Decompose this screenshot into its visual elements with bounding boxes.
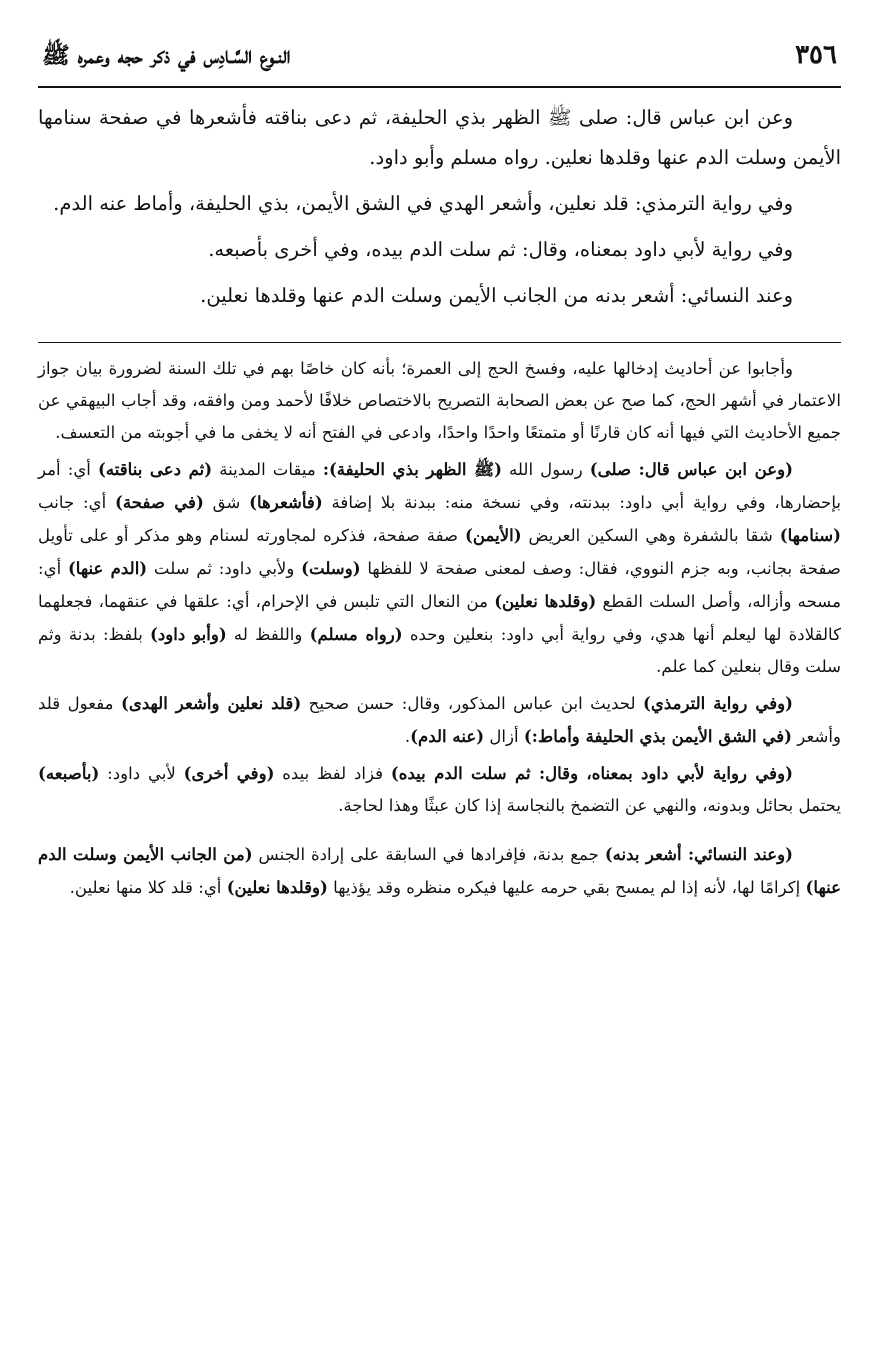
explanation-text: بلفظ: بدنة وثم سلت وقال بنعلين كما علم.	[38, 625, 841, 676]
explanation-text: أي: جانب	[38, 493, 115, 512]
explanation-text: لحديث ابن عباس المذكور، وقال: حسن صحيح	[301, 694, 644, 713]
quoted-text: (وفي رواية لأبي داود بمعناه، وقال: ثم سلت الدم بيده)	[390, 763, 793, 783]
quoted-text: (الدم عنها)	[67, 558, 148, 578]
quoted-text: (وفي أخرى)	[183, 763, 275, 783]
hadith-paragraph: وفي رواية الترمذي: قلد نعلين، وأشعر الهدي في الشق الأيمن، بذي الحليفة، وأماط عنه الدم.	[53, 192, 793, 215]
explanation-text: .	[404, 727, 411, 746]
quoted-text: (في صفحة)	[114, 492, 204, 512]
quoted-text: (رواه مسلم)	[309, 624, 403, 644]
explanation-text: أي: مسحه وأزاله، وأصل السلت القطع	[38, 559, 841, 611]
hadith-text	[38, 98, 841, 316]
explanation-text: من النعال التي تلبس في الإحرام، أي: علقها في عنقهما، فجعلهما كالقلادة لها ليعلم أنها هدي، وفي رواية أبي داود: بنعلين وحده	[38, 592, 841, 644]
quoted-text: (وعن ابن عباس قال: صلى)	[589, 459, 793, 479]
explanation-text: إكرامًا لها، لأنه إذا لم يمسح بقي حرمه عليها فيكره منظره وقد يؤذيها	[327, 878, 806, 897]
explanation-text: صفة صفحة، فذكره لمجاورته لسنام وهو مذكر أو على تأويل صفحة بجانب، وبه جزم النووي، فقال: وصف لمعنى صفحة لا للفظها	[38, 526, 841, 578]
explanation-text: ولأبي داود: ثم سلت	[147, 559, 302, 578]
quoted-text: (بأصبعه)	[38, 763, 100, 783]
quoted-text: (وقلدها نعلين)	[226, 877, 328, 897]
explanation-text: يحتمل بحائل وبدونه، والنهي عن التضمخ بالنجاسة إذا كان عبثًا وهذا لحاجة.	[338, 796, 841, 815]
explanation-text: رسول الله	[501, 460, 590, 479]
explanation-text: شقا بالشفرة وهي السكين العريض	[521, 526, 780, 545]
running-title: النـوع السَّـادِس في ذكر حجه وعمره ﷺ	[42, 42, 291, 69]
quoted-text: (من الجانب الأيمن وسلت الدم عنها)	[38, 844, 841, 897]
quoted-text: (وعند النسائي: أشعر بدنه)	[604, 844, 793, 864]
commentary-paragraph	[38, 757, 841, 822]
quoted-text: (سنامها)	[779, 525, 842, 545]
explanation-text: أزال	[484, 727, 524, 746]
hadith-paragraph: وعن ابن عباس قال: صلى ﷺ الظهر بذي الحليفة، ثم دعى بناقته فأشعرها في صفحة سنامها الأيمن وسلت الدم عنها وقلدها نعلين. رواه مسلم وأبو داود.	[38, 106, 841, 169]
explanation-text: أي: أمر بإحضارها، وفي رواية أبي داود: ببدنته، وفي نسخة منه: ببدنة بلا إضافة	[38, 460, 841, 512]
commentary-paragraph	[38, 453, 841, 683]
hadith-paragraph: وعند النسائي: أشعر بدنه من الجانب الأيمن وسلت الدم عنها وقلدها نعلين.	[200, 284, 793, 307]
page-header	[38, 40, 841, 80]
hadith-paragraph: وفي رواية لأبي داود بمعناه، وقال: ثم سلت الدم بيده، وفي أخرى بأصبعه.	[208, 238, 793, 261]
commentary-paragraph	[38, 687, 841, 753]
commentary	[38, 353, 841, 904]
quoted-text: (قلد نعلين وأشعر الهدى)	[120, 693, 302, 713]
commentary-paragraph	[38, 838, 841, 904]
quoted-text: (فأشعرها)	[249, 492, 323, 512]
explanation-text: لأبي داود:	[99, 764, 184, 783]
explanation-text: شق	[203, 493, 250, 512]
page	[38, 40, 841, 1339]
page-number: ٣٥٦	[795, 40, 837, 70]
explanation-text: واللفظ له	[226, 625, 310, 644]
quoted-text: (في الشق الأيمن بذي الحليفة وأماط:)	[523, 726, 793, 746]
quoted-text: (وسلت)	[301, 558, 361, 578]
explanation-text: فزاد لفظ بيده	[274, 764, 391, 783]
quoted-text: (ﷺ الظهر بذي الحليفة):	[322, 459, 502, 479]
quoted-text: (وفي رواية الترمذي)	[643, 693, 793, 713]
quoted-text: (ثم دعى بناقته)	[97, 459, 213, 479]
quoted-text: (عنه الدم)	[410, 726, 485, 746]
quoted-text: (وقلدها نعلين)	[494, 591, 597, 611]
explanation-text: ميقات المدينة	[212, 460, 323, 479]
commentary-paragraph: وأجابوا عن أحاديث إدخالها عليه، وفسخ الحج إلى العمرة؛ بأنه كان خاصًا بهم في تلك السنة لضرورة بيان جواز الاعتمار في أشهر الحج، كما صح عن بعض الصحابة التصريح بالاختصاص خلافًا لأحمد ومن وافقه، وقد أجاب البيهقي عن جميع الأحاديث التي فيها أنه كان قارنًا أو متمتعًا واحدًا واحدًا، وادعى في الفتح أنه لا يخفى ما في أجوبته من التعسف.	[38, 359, 841, 442]
commentary-divider	[38, 342, 841, 343]
explanation-text: أي: قلد كلا منها نعلين.	[69, 878, 227, 897]
header-rule	[38, 86, 841, 88]
quoted-text: (وأبو داود)	[150, 624, 227, 644]
explanation-text: مفعول قلد وأشعر	[38, 694, 841, 746]
quoted-text: (الأيمن)	[465, 525, 522, 545]
explanation-text: جمع بدنة، فإفرادها في السابقة على إرادة الجنس	[252, 845, 605, 864]
